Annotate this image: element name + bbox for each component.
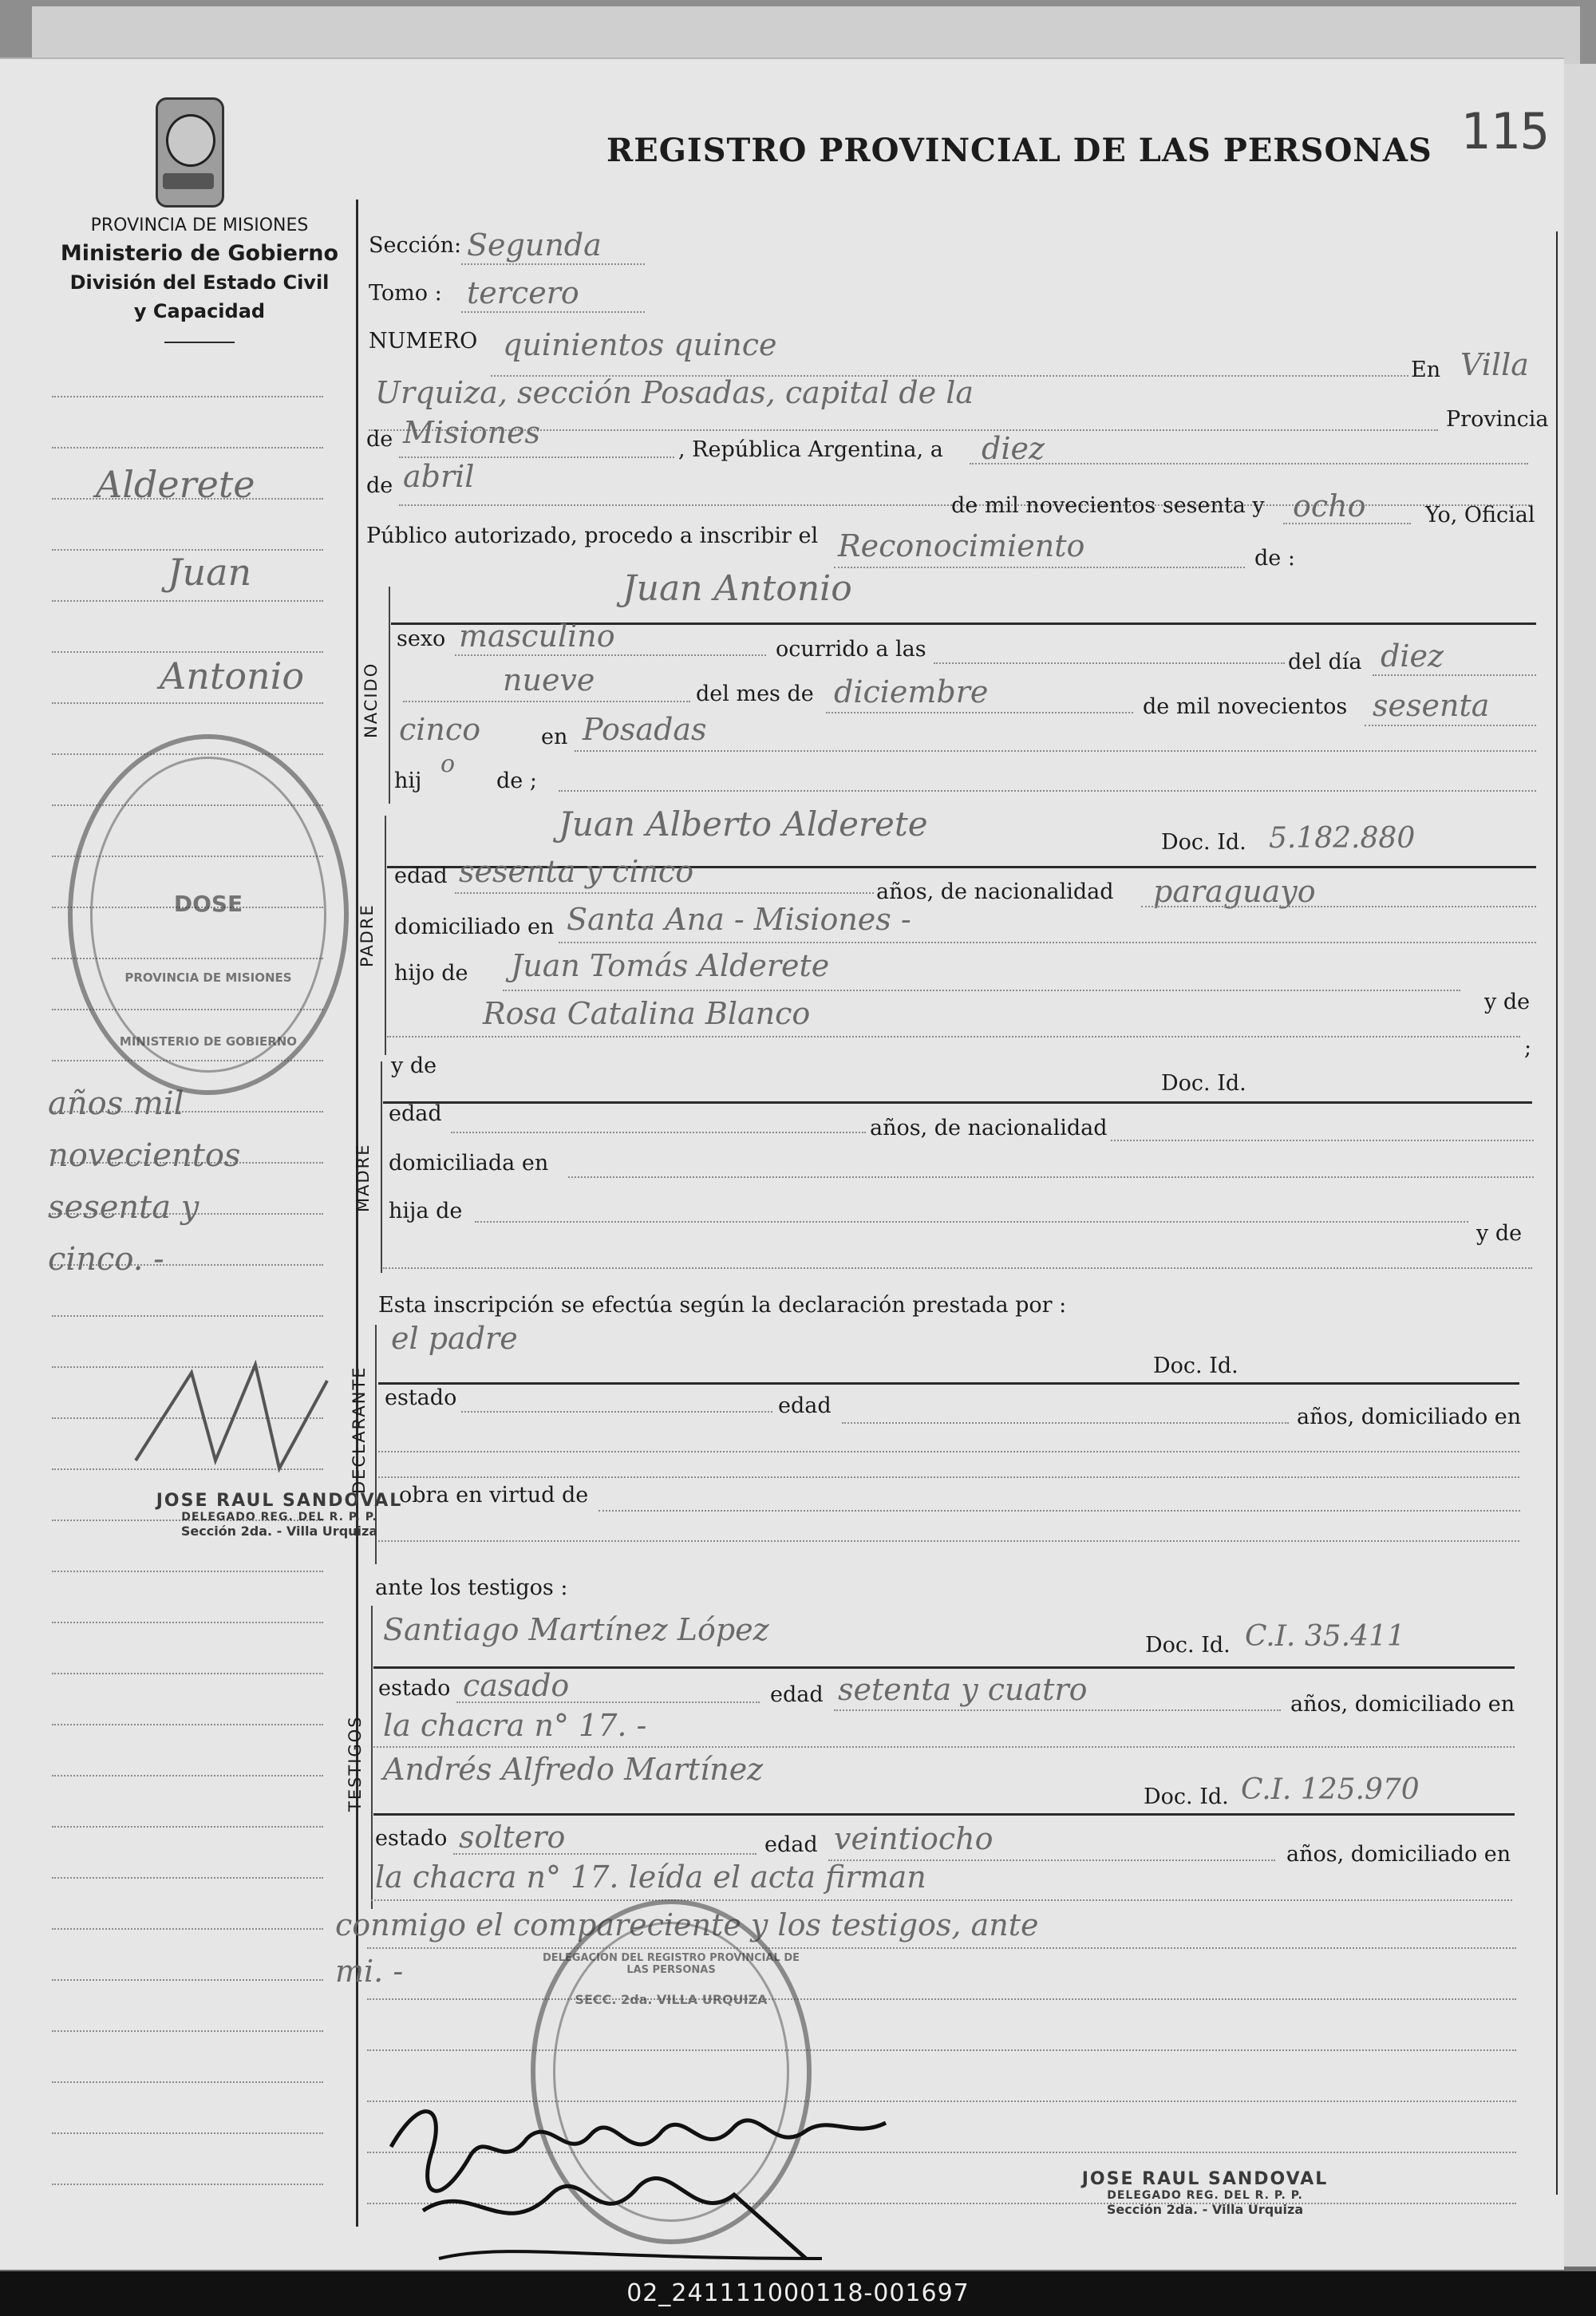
- seccion-value: Segunda: [467, 227, 602, 263]
- declarante-doc-label: Doc. Id.: [1153, 1354, 1238, 1378]
- hij-label: hij: [394, 769, 422, 793]
- right-border: [1556, 231, 1558, 2195]
- signature-margin: [120, 1341, 375, 1500]
- margin-rule-line: [52, 2030, 323, 2032]
- padre-hijo-line: [503, 990, 1460, 991]
- margin-rule-line: [52, 2081, 323, 2083]
- margin-rule-line: [52, 1928, 323, 1930]
- madre-y-de-label: y de: [391, 1053, 437, 1078]
- numero-label: NUMERO: [369, 329, 478, 354]
- declarante-value: el padre: [391, 1321, 518, 1356]
- margin-rule-line: [52, 396, 323, 397]
- provincia-line: [399, 456, 674, 458]
- testigo1-estado-value: casado: [463, 1668, 570, 1703]
- provincia-label: Provincia: [1446, 407, 1549, 432]
- page-title: REGISTRO PROVINCIAL DE LAS PERSONAS: [606, 132, 1432, 169]
- anio-nac-line: [1365, 725, 1536, 726]
- testigo2-dom-line: [371, 1899, 1512, 1901]
- anio-nac-value: sesenta: [1373, 688, 1490, 723]
- lugar-value: Posadas: [583, 712, 707, 747]
- margin-rule-line: [52, 1877, 323, 1879]
- hij-line: [559, 790, 1536, 792]
- padre-padre-value: Juan Tomás Alderete: [511, 948, 830, 983]
- org-province: PROVINCIA DE MISIONES: [90, 215, 309, 235]
- madre-domicilio-line: [568, 1176, 1534, 1178]
- padre-nacionalidad-label: años, de nacionalidad: [876, 879, 1114, 904]
- declarante-estado-label: estado: [385, 1385, 457, 1410]
- margin-rule-line: [52, 447, 323, 449]
- declarante-domicilio-label: años, domiciliado en: [1297, 1405, 1522, 1429]
- padre-bracket: [385, 816, 386, 1055]
- testigo2-dom-value: la chacra n° 17. leída el acta firman: [375, 1860, 926, 1895]
- del-dia-value: diez: [1381, 638, 1444, 674]
- nacido-bracket: [389, 587, 390, 804]
- mes-nac-value: diciembre: [834, 674, 989, 709]
- signature-juan-alderete: [375, 2059, 934, 2282]
- org-division-2: y Capacidad: [133, 300, 266, 322]
- margin-note-5: novecientos: [48, 1137, 241, 1174]
- de-mil-label: de mil novecientos sesenta y: [951, 493, 1265, 518]
- declarante-section-label: DECLARANTE: [350, 1365, 369, 1494]
- madre-doc-label: Doc. Id.: [1161, 1071, 1246, 1096]
- margin-rule-line: [52, 1315, 323, 1317]
- sexo-value: masculino: [459, 619, 615, 654]
- padre-hijo-de-label: hijo de: [394, 961, 468, 986]
- madre-domicilio-label: domiciliada en: [389, 1151, 549, 1176]
- padre-nacionalidad-value: paraguayo: [1153, 874, 1316, 909]
- de-label-1: de: [366, 427, 393, 452]
- padre-domicilio-line: [559, 942, 1536, 943]
- testigos-bracket: [371, 1606, 373, 1909]
- delegado-stamp-left: JOSE RAUL SANDOVAL DELEGADO REG. DEL R. P. P. Sección 2da. - Villa Urquiza: [156, 1491, 403, 1539]
- margin-note-6: sesenta y: [48, 1189, 200, 1226]
- testigo2-doc-value: C.I. 125.970: [1241, 1773, 1420, 1806]
- testigo1-doc-value: C.I. 35.411: [1245, 1620, 1405, 1653]
- tomo-line: [461, 311, 645, 313]
- margin-note-3: Antonio: [160, 654, 305, 698]
- org-underline: [164, 342, 235, 343]
- provincia-value: Misiones: [403, 415, 541, 450]
- margin-note-2: Juan: [168, 551, 252, 594]
- round-stamp-left: DOSE PROVINCIA DE MISIONES MINISTERIO DE GOBIERNO: [68, 734, 349, 1095]
- acto-value: Reconocimiento: [838, 528, 1085, 563]
- margin-rule-line: [52, 2132, 323, 2134]
- testigo2-doc-label: Doc. Id.: [1144, 1784, 1229, 1809]
- madre-hija-de-label: hija de: [389, 1199, 463, 1223]
- yo-oficial-label: Yo, Oficial: [1425, 503, 1535, 528]
- margin-rule-line: [52, 600, 323, 602]
- padre-domicilio-value: Santa Ana - Misiones -: [567, 902, 911, 937]
- publico-label: Público autorizado, procedo a inscribir el: [366, 524, 819, 548]
- declarante-rule: [378, 1382, 1519, 1385]
- madre-y-de-2: y de: [1476, 1221, 1523, 1246]
- madre-abuela-line: [383, 1267, 1532, 1269]
- seccion-line: [461, 263, 645, 265]
- cierre-value: conmigo el compareciente y los testigos, ante: [335, 1907, 1039, 1943]
- margin-rule-line: [52, 1673, 323, 1674]
- hij-suffix: o: [440, 750, 456, 778]
- anio-nac-value-2: cinco: [399, 712, 481, 747]
- margin-rule-line: [52, 1979, 323, 1981]
- declarante-domicilio-line-2: [378, 1476, 1519, 1478]
- madre-nacionalidad-line: [1111, 1140, 1534, 1141]
- round-stamp-bottom: DELEGACION DEL REGISTRO PROVINCIAL DE LAS PERSONAS SECC. 2da. VILLA URQUIZA: [531, 1899, 812, 2244]
- anio-value: ocho: [1293, 488, 1366, 524]
- coat-of-arms-icon: [156, 97, 224, 207]
- declaracion-label: Esta inscripción se efectúa según la declaración prestada por :: [378, 1293, 1067, 1318]
- declarante-edad-line: [842, 1422, 1289, 1424]
- declarante-edad-label: edad: [778, 1393, 832, 1418]
- padre-edad-line: [455, 892, 874, 894]
- en-label: En: [1411, 358, 1441, 382]
- de-mil-nov-label: de mil novecientos: [1143, 694, 1348, 719]
- anio-line: [1283, 523, 1411, 524]
- madre-nacionalidad-label: años, de nacionalidad: [870, 1116, 1108, 1140]
- org-ministry: Ministerio de Gobierno: [60, 241, 339, 266]
- margin-note-4: años mil: [48, 1085, 184, 1122]
- margin-rule-line: [52, 1724, 323, 1725]
- padre-domicilio-label: domiciliado en: [394, 915, 555, 939]
- obra-label: obra en virtud de: [399, 1483, 589, 1508]
- declarante-domicilio-line: [378, 1451, 1519, 1452]
- margin-note-1: Alderete: [96, 463, 255, 506]
- del-dia-line-2: [403, 701, 690, 702]
- ocurrido-label: ocurrido a las: [776, 637, 926, 662]
- mes-nac-line: [826, 712, 1133, 713]
- testigo2-domicilio-label: años, domiciliado en: [1286, 1842, 1511, 1867]
- declarante-estado-line: [461, 1411, 772, 1413]
- margin-rule-line: [52, 1775, 323, 1777]
- nacido-section-label: NACIDO: [361, 662, 381, 738]
- padre-madre-value: Rosa Catalina Blanco: [483, 996, 811, 1031]
- obra-line: [598, 1510, 1520, 1512]
- hora-line: [934, 662, 1285, 664]
- testigo2-edad-value: veintiocho: [834, 1821, 994, 1856]
- padre-section-label: PADRE: [358, 903, 377, 967]
- testigo1-dom-line: [373, 1746, 1515, 1748]
- testigos-section-label: TESTIGOS: [346, 1715, 365, 1812]
- ante-testigos-label: ante los testigos :: [375, 1575, 568, 1600]
- padre-nacionalidad-line: [1141, 906, 1536, 907]
- del-dia-value-2: nueve: [503, 662, 595, 698]
- margin-rule-line: [52, 702, 323, 704]
- testigo2-estado-label: estado: [375, 1826, 448, 1851]
- testigo2-rule: [373, 1813, 1515, 1816]
- del-mes-label: del mes de: [696, 682, 814, 706]
- del-dia-label: del día: [1288, 650, 1362, 674]
- testigo1-estado-label: estado: [378, 1676, 451, 1701]
- testigo1-edad-label: edad: [770, 1682, 824, 1707]
- padre-y-de-label: y de: [1484, 990, 1531, 1014]
- bottom-rule-line: [367, 1947, 1516, 1949]
- org-division: División del Estado Civil: [69, 271, 330, 294]
- padre-madre-line: [387, 1036, 1520, 1037]
- footer-bar: [0, 2271, 1596, 2316]
- obra-line-2: [378, 1540, 1519, 1542]
- folio-number: 115: [1460, 102, 1550, 160]
- padre-edad-label: edad: [394, 864, 448, 888]
- de-label-2: de: [366, 473, 393, 498]
- madre-section-label: MADRE: [354, 1143, 373, 1212]
- margin-rule-line: [52, 1622, 323, 1623]
- en-lugar-label: en: [541, 725, 568, 749]
- acto-line: [834, 567, 1245, 568]
- testigo1-edad-value: setenta y cuatro: [838, 1672, 1088, 1707]
- testigo2-value: Andrés Alfredo Martínez: [383, 1752, 764, 1787]
- sexo-line: [455, 654, 766, 656]
- testigo1-edad-line: [834, 1709, 1281, 1711]
- madre-rule: [383, 1101, 1532, 1104]
- padre-doc-label: Doc. Id.: [1161, 830, 1246, 855]
- mes-value: abril: [403, 459, 475, 494]
- del-dia-line: [1373, 674, 1536, 676]
- testigo2-estado-line: [453, 1853, 757, 1855]
- padre-semicolon: ;: [1524, 1036, 1532, 1061]
- dia-line: [970, 463, 1528, 464]
- tomo-value: tercero: [467, 275, 579, 310]
- place-line-value: Urquiza, sección Posadas, capital de la: [375, 375, 974, 410]
- madre-edad-label: edad: [389, 1101, 442, 1126]
- testigo1-domicilio-label: años, domiciliado en: [1290, 1692, 1515, 1717]
- testigo1-estado-line: [456, 1701, 760, 1703]
- tomo-label: Tomo :: [369, 281, 442, 306]
- margin-rule-line: [52, 1571, 323, 1572]
- sexo-label: sexo: [397, 626, 446, 651]
- padre-doc-value: 5.182.880: [1269, 822, 1416, 855]
- lugar-line: [575, 750, 1536, 752]
- margin-rule-line: [52, 2184, 323, 2185]
- margin-rule-line: [52, 651, 323, 653]
- margin-rule-line: [52, 1826, 323, 1828]
- cierre-value-2: mi. -: [335, 1954, 404, 1989]
- dia-value: diez: [982, 431, 1045, 466]
- madre-bracket: [381, 1061, 382, 1273]
- madre-hija-line: [475, 1221, 1468, 1223]
- de-semicolon-label: de ;: [496, 769, 537, 793]
- delegado-stamp-right: JOSE RAUL SANDOVAL DELEGADO REG. DEL R. P. P. Sección 2da. - Villa Urquiza: [1081, 2169, 1329, 2217]
- testigo1-value: Santiago Martínez López: [383, 1612, 769, 1647]
- testigo2-edad-label: edad: [764, 1832, 818, 1857]
- seccion-label: Sección:: [369, 233, 462, 258]
- margin-note-7: cinco. -: [48, 1241, 164, 1278]
- nombre-value: Juan Antonio: [622, 568, 852, 609]
- republica-label: , República Argentina, a: [678, 437, 943, 462]
- footer-id: 02_241111000118-001697: [626, 2279, 970, 2307]
- de-colon-label: de :: [1254, 546, 1295, 571]
- padre-nombre-value: Juan Alberto Alderete: [559, 804, 928, 844]
- en-value: Villa: [1460, 347, 1529, 382]
- padre-edad-value: sesenta y cinco: [459, 854, 694, 889]
- testigo1-dom-value: la chacra n° 17. -: [383, 1708, 647, 1743]
- page-edge: [1564, 64, 1596, 2267]
- madre-edad-line: [451, 1132, 866, 1133]
- numero-value: quinientos quince: [503, 327, 777, 362]
- testigo2-estado-value: soltero: [459, 1820, 566, 1855]
- testigo1-doc-label: Doc. Id.: [1145, 1633, 1231, 1658]
